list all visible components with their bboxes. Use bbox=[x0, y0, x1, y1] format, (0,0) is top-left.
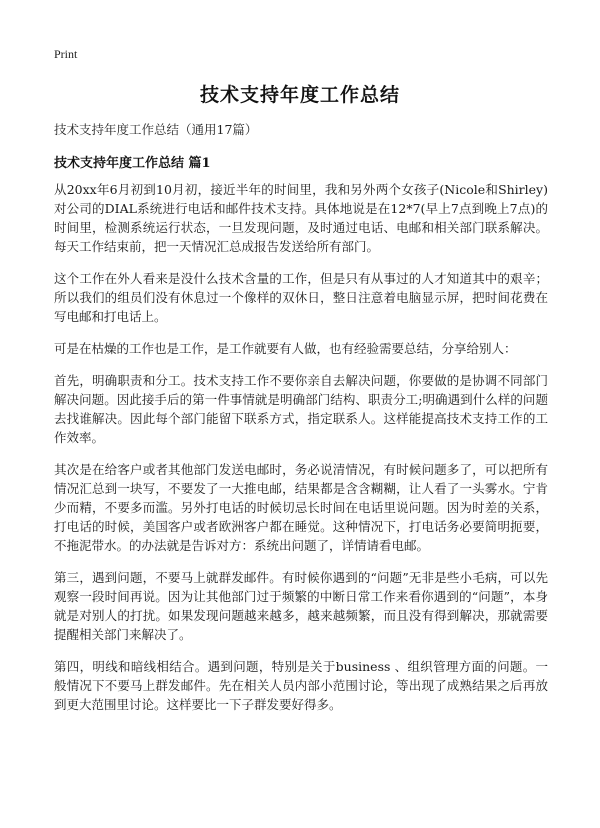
document-subtitle: 技术支持年度工作总结（通用17篇） bbox=[54, 122, 258, 137]
document-body bbox=[54, 180, 548, 727]
document-title: 技术支持年度工作总结 bbox=[199, 84, 400, 106]
paragraph: 从20xx年6月初到10月初，接近半年的时间里，我和另外两个女孩子(Nicole和Shirley) 对公司的DIAL系统进行电话和邮件技术支持。具体地说是在12*7(早上7点到晚上7点)的时间里，检测系统运行状态，一旦发现问题，及时通过电话、电邮和相关部门联系解决。每天工作结束前，把一天情况汇总成报告发送给所有部门。 bbox=[54, 182, 548, 254]
paragraph: 第三，遇到问题，不要马上就群发邮件。有时候你遇到的“问题”无非是些小毛病，可以先观察一段时间再说。因为让其他部门过于频繁的中断日常工作来看你遇到的“问题”，本身就是对别人的打扰。如果发现问题越来越多，越来越频繁，而且没有得到解决，那就需要提醒相关部门来解决了。 bbox=[54, 570, 548, 642]
print-label: Print bbox=[54, 47, 78, 61]
paragraph: 可是在枯燥的工作也是工作，是工作就要有人做，也有经验需要总结，分享给别人： bbox=[54, 341, 517, 356]
paragraph: 其次是在给客户或者其他部门发送电邮时，务必说清情况，有时候问题多了，可以把所有情况汇总到一块写，不要发了一大推电邮，结果都是含含糊糊，让人看了一头雾水。宁肯少而精，不要多而滥。另外打电话的时候切忌长时间在电话里说问题。因为时差的关系，打电话的时候，美国客户或者欧洲客户都在睡觉。这种情况下，打电话务必要简明扼要，不拖泥带水。的办法就是告诉对方：系统出问题了，详情请看电邮。 bbox=[54, 462, 548, 553]
paragraph: 这个工作在外人看来是没什么技术含量的工作，但是只有从事过的人才知道其中的艰辛；所以我们的组员们没有休息过一个像样的双休日，整日注意着电脑显示屏，把时间花费在写电邮和打电话上。 bbox=[54, 271, 548, 324]
paragraph: 第四，明线和暗线相结合。遇到问题，特别是关于business 、组织管理方面的问题。一般情况下不要马上群发邮件。先在相关人员内部小范围讨论，等出现了成熟结果之后再放到更大范围里讨论。这样要比一下子群发要好得多。 bbox=[54, 659, 548, 712]
section-heading: 技术支持年度工作总结 篇1 bbox=[54, 156, 211, 171]
paragraph: 首先，明确职责和分工。技术支持工作不要你亲自去解决问题，你要做的是协调不同部门解决问题。因此接手后的第一件事情就是明确部门结构、职责分工;明确遇到什么样的问题去找谁解决。因此每个部门能留下联系方式，指定联系人。这样能提高技术支持工作的工作效率。 bbox=[54, 373, 548, 445]
